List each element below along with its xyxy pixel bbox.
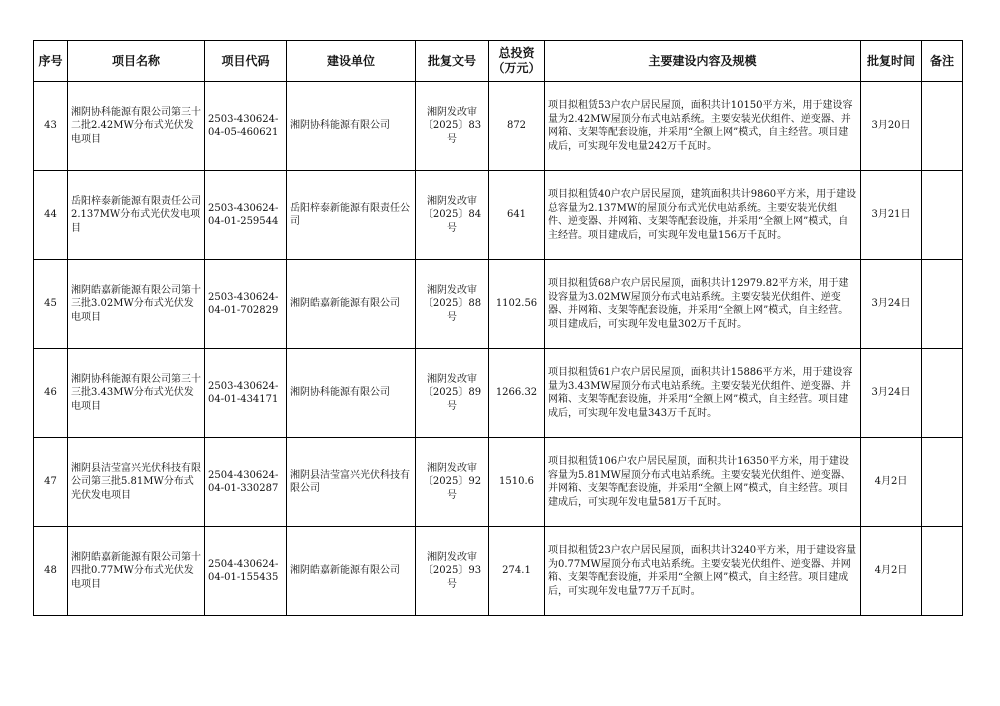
cell-note	[922, 349, 963, 438]
header-note: 备注	[922, 41, 963, 82]
cell-approval-number: 湘阴发改审〔2025〕83号	[416, 82, 489, 171]
cell-total-investment: 641	[489, 171, 545, 260]
cell-project-name: 湘阴皓嘉新能源有限公司第十四批0.77MW分布式光伏发电项目	[68, 527, 205, 616]
cell-total-investment: 274.1	[489, 527, 545, 616]
cell-approval-date: 3月24日	[861, 349, 922, 438]
cell-construction-unit: 湘阴协科能源有限公司	[287, 349, 416, 438]
table-row	[34, 349, 963, 438]
table-row	[34, 171, 963, 260]
cell-approval-date: 4月2日	[861, 527, 922, 616]
cell-project-code: 2504-430624-04-01-330287	[205, 438, 287, 527]
cell-seq: 47	[34, 438, 68, 527]
cell-note	[922, 171, 963, 260]
cell-project-name: 湘阴县洁莹富兴光伏科技有限公司第三批5.81MW分布式光伏发电项目	[68, 438, 205, 527]
cell-main-content: 项目拟租赁61户农户居民屋顶，面积共计15886平方米，用于建设容量为3.43MW屋顶分布式电站系统。主要安装光伏组件、逆变器、并网箱、支架等配套设施，并采用“全额上网”模式，自主经营。项目建成后，可实现年发电量343万千瓦时。	[545, 349, 861, 438]
cell-main-content: 项目拟租赁106户农户居民屋顶，面积共计16350平方米，用于建设容量为5.81MW屋顶分布式电站系统。主要安装光伏组件、逆变器、并网箱、支架等配套设施，并采用“全额上网”模式，自主经营。项目建成后，可实现年发电量581万千瓦时。	[545, 438, 861, 527]
cell-project-name: 湘阴协科能源有限公司第三十二批2.42MW分布式光伏发电项目	[68, 82, 205, 171]
cell-total-investment: 872	[489, 82, 545, 171]
cell-seq: 46	[34, 349, 68, 438]
cell-project-name: 湘阴皓嘉新能源有限公司第十三批3.02MW分布式光伏发电项目	[68, 260, 205, 349]
cell-approval-date: 4月2日	[861, 438, 922, 527]
cell-main-content: 项目拟租赁53户农户居民屋顶，面积共计10150平方米，用于建设容量为2.42MW屋顶分布式电站系统。主要安装光伏组件、逆变器、并网箱、支架等配套设施，并采用“全额上网”模式，自主经营。项目建成后，可实现年发电量242万千瓦时。	[545, 82, 861, 171]
header-total-investment: 总投资（万元）	[489, 41, 545, 82]
cell-total-investment: 1102.56	[489, 260, 545, 349]
cell-seq: 43	[34, 82, 68, 171]
header-project-name: 项目名称	[68, 41, 205, 82]
cell-seq: 44	[34, 171, 68, 260]
cell-project-name: 湘阴协科能源有限公司第三十三批3.43MW分布式光伏发电项目	[68, 349, 205, 438]
cell-approval-date: 3月24日	[861, 260, 922, 349]
cell-main-content: 项目拟租赁23户农户居民屋顶，面积共计3240平方米，用于建设容量为0.77MW屋顶分布式电站系统。主要安装光伏组件、逆变器、并网箱、支架等配套设施，并采用“全额上网”模式，自主经营。项目建成后，可实现年发电量77万千瓦时。	[545, 527, 861, 616]
cell-approval-number: 湘阴发改审〔2025〕92号	[416, 438, 489, 527]
header-project-code: 项目代码	[205, 41, 287, 82]
cell-note	[922, 527, 963, 616]
cell-note	[922, 260, 963, 349]
cell-construction-unit: 湘阴皓嘉新能源有限公司	[287, 527, 416, 616]
cell-note	[922, 438, 963, 527]
cell-project-code: 2503-430624-04-01-434171	[205, 349, 287, 438]
cell-approval-date: 3月20日	[861, 82, 922, 171]
cell-total-investment: 1510.6	[489, 438, 545, 527]
cell-project-code: 2503-430624-04-01-259544	[205, 171, 287, 260]
table-row	[34, 82, 963, 171]
cell-project-code: 2504-430624-04-01-155435	[205, 527, 287, 616]
cell-construction-unit: 岳阳梓泰新能源有限责任公司	[287, 171, 416, 260]
cell-project-name: 岳阳梓泰新能源有限责任公司2.137MW分布式光伏发电项目	[68, 171, 205, 260]
cell-note	[922, 82, 963, 171]
table-row	[34, 527, 963, 616]
cell-project-code: 2503-430624-04-05-460621	[205, 82, 287, 171]
table-row	[34, 260, 963, 349]
header-row	[34, 41, 963, 82]
header-approval-date: 批复时间	[861, 41, 922, 82]
cell-approval-number: 湘阴发改审〔2025〕84号	[416, 171, 489, 260]
header-seq: 序号	[34, 41, 68, 82]
cell-construction-unit: 湘阴县洁莹富兴光伏科技有限公司	[287, 438, 416, 527]
cell-project-code: 2503-430624-04-01-702829	[205, 260, 287, 349]
cell-seq: 45	[34, 260, 68, 349]
cell-total-investment: 1266.32	[489, 349, 545, 438]
header-construction-unit: 建设单位	[287, 41, 416, 82]
header-main-content: 主要建设内容及规模	[545, 41, 861, 82]
cell-main-content: 项目拟租赁68户农户居民屋顶，面积共计12979.82平方米，用于建设容量为3.02MW屋顶分布式电站系统。主要安装光伏组件、逆变器、并网箱、支架等配套设施，并采用“全额上网”模式，自主经营。项目建成后，可实现年发电量302万千瓦时。	[545, 260, 861, 349]
cell-approval-number: 湘阴发改审〔2025〕93号	[416, 527, 489, 616]
cell-construction-unit: 湘阴协科能源有限公司	[287, 82, 416, 171]
cell-approval-number: 湘阴发改审〔2025〕88号	[416, 260, 489, 349]
project-approval-table	[33, 40, 963, 616]
cell-construction-unit: 湘阴皓嘉新能源有限公司	[287, 260, 416, 349]
cell-seq: 48	[34, 527, 68, 616]
table-row	[34, 438, 963, 527]
cell-main-content: 项目拟租赁40户农户居民屋顶，建筑面积共计9860平方米，用于建设总容量为2.137MW的屋顶分布式光伏电站系统。主要安装光伏组件、逆变器、并网箱、支架等配套设施，并采用“全额上网”模式，自主经营。项目建成后，可实现年发电量156万千瓦时。	[545, 171, 861, 260]
header-approval-number: 批复文号	[416, 41, 489, 82]
cell-approval-date: 3月21日	[861, 171, 922, 260]
cell-approval-number: 湘阴发改审〔2025〕89号	[416, 349, 489, 438]
